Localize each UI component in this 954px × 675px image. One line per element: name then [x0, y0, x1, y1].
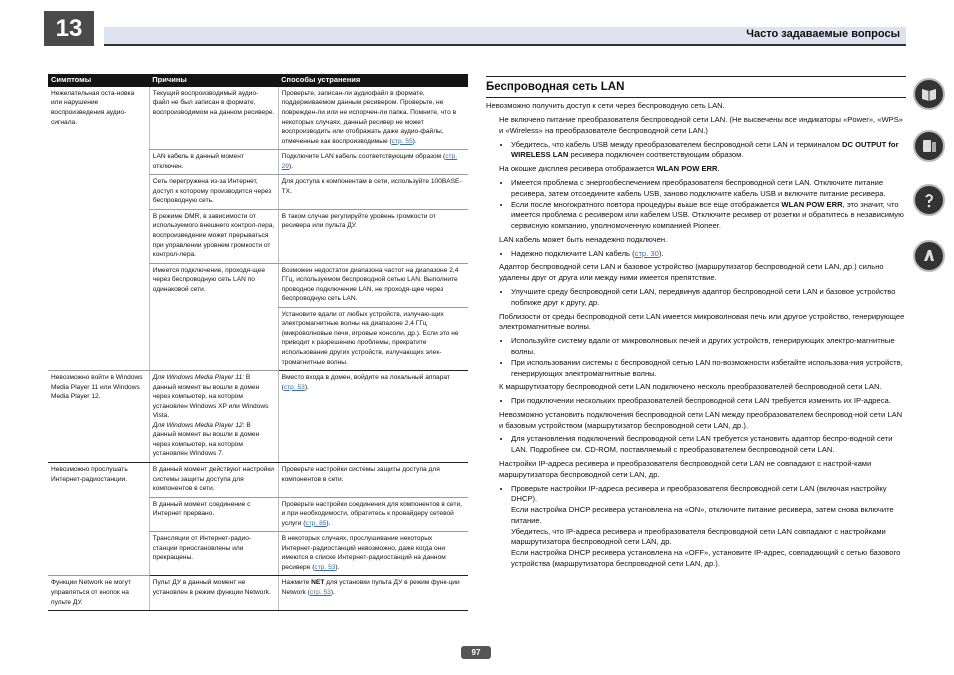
- book-icon[interactable]: [913, 78, 945, 110]
- remote-control-icon[interactable]: [913, 130, 945, 162]
- table-row: [48, 87, 468, 150]
- remedy-cell: В некоторых случаях, прослушивание некоторых Интернет-радиостанций невозможно, даже когда они имеются в списке Интернет-радиостанций на данном ресивере (стр. 53).: [278, 532, 468, 576]
- remedy-cell: Нажмите NET для установки пульта ДУ в режим функ-ции Network (стр. 53).: [278, 576, 468, 611]
- symptom-cell: Нежелательная оста-новка или нарушение воспроизведения аудио-сигнала.: [48, 87, 149, 371]
- list-item: • Имеется проблема с энергообеспечением преобразователя беспроводной сети LAN. Отключите питание ресивера, затем отсоедините кабель USB, заново подключите кабель USB и включите питание ресивера.: [511, 178, 906, 200]
- remedy-list: [499, 287, 906, 309]
- cause-cell: В режиме DMR, в зависимости от используемого внешнего контрол-лера, воспроизведение может прерываться при управлении уровнем громкости от контрол-лера.: [149, 209, 278, 263]
- remedy-cell: Проверьте настройки соединения для компонентов в сети, и при необходимости, обратитесь к провайдеру сетевой услуги (стр. 85).: [278, 497, 468, 532]
- table-row: [48, 576, 468, 611]
- cause-paragraph: Адаптор беспроводной сети LAN и базовое устройство (маршрутизатор беспроводной сети LAN, др.) сильно удалены друг от друга или между ними имеется препятствие.: [499, 262, 884, 283]
- list-item: • Если после многократного повтора процедуры выше все еще отображается WLAN POW ERR, это значит, что имеется проблема с ресивером или кабелем USB. Отключите ресивер от розетки и обратитесь в независимую сервисную компанию, уполномоченную компанией Pioneer.: [511, 200, 906, 232]
- list-item: • Для установления подключений беспроводной сети LAN требуется установить адаптор беспро-водной сети LAN. Подробнее см. CD-ROM, поставляемый с преобразователем беспроводной сети LAN.: [511, 434, 906, 456]
- remedy-cell: Возможен недостаток диапазона частот на диапазоне 2,4 ГГц, используемом беспроводной сетью LAN. Выполните проводное подключение LAN, не проходя-щее через беспроводную сеть LAN.: [278, 263, 468, 307]
- page-link[interactable]: стр. 53: [283, 383, 305, 391]
- remedy-cell: В таком случае регулируйте уровень громкости от ресивера или пульта ДУ.: [278, 209, 468, 263]
- remedy-list: [499, 249, 906, 260]
- section-title: Беспроводная сеть LAN: [486, 76, 906, 98]
- remedy-cell: Для доступа к компонентам в сети, используйте 100BASE-TX.: [278, 175, 468, 210]
- symptom-cell: Функции Network не могут управляться от кнопок на пульте ДУ.: [48, 576, 149, 611]
- list-item: • При использовании системы с беспроводной сетью LAN по-возможности избегайте использова-ния устройств, генерирующих электромагнитные волны.: [511, 358, 906, 380]
- list-item: • Убедитесь, что кабель USB между преобразователем беспроводной сети LAN и терминалом DC OUTPUT for WIRELESS LAN ресивера подключен соответствующим образом.: [511, 140, 906, 162]
- faq-table: [48, 74, 468, 611]
- remedy-cell: Вместо входа в домен, войдите на локальный аппарат (стр. 53).: [278, 371, 468, 463]
- page-title: Часто задаваемые вопросы: [746, 28, 900, 40]
- cause-cell: Сеть перегружена из-за Интернет, доступ к которому производится через беспроводную сеть.: [149, 175, 278, 210]
- page-number: 97: [461, 646, 491, 659]
- remedy-list: [499, 396, 906, 407]
- pioneer-logo-icon[interactable]: [913, 240, 945, 272]
- cause-paragraph: LAN кабель может быть ненадежно подключен.: [499, 234, 668, 244]
- header-symptoms: Симптомы: [48, 74, 149, 87]
- remedy-list: [499, 336, 906, 379]
- list-item: • Используйте систему вдали от микроволновых печей и других устройств, генерирующих электро-магнитные волны.: [511, 336, 906, 358]
- remedy-list: [499, 484, 906, 570]
- cause-cell: В данный момент действуют настройки системы защиты доступа для компонентов в сети.: [149, 463, 278, 498]
- header-bar: [104, 27, 906, 46]
- cause-cell: Имеется подключение, проходя-щее через беспроводную сеть LAN по одинаковой сети.: [149, 263, 278, 370]
- page-link[interactable]: стр. 29: [281, 153, 458, 170]
- page-link[interactable]: стр. 53: [314, 563, 336, 571]
- chapter-number: 13: [44, 11, 94, 46]
- table-row: [48, 463, 468, 498]
- cause-paragraph: Невозможно установить подключения беспроводной сети LAN между преобразователем беспровод-ной сети LAN и базовым устройством (маршрутизатор беспроводной сети LAN, др.).: [499, 409, 903, 430]
- page-link[interactable]: стр. 30: [634, 248, 659, 258]
- list-item: • Надежно подключите LAN кабель (стр. 30).: [511, 249, 906, 260]
- cause-paragraph: К маршрутизатору беспроводной сети LAN подключено несколь преобразователей беспроводной сети LAN.: [499, 382, 882, 392]
- cause-paragraph: На окошке дисплея ресивера отображается WLAN POW ERR.: [499, 164, 720, 174]
- symptom-cell: Невозможно войти в Windows Media Player 11 или Windows Media Player 12.: [48, 371, 149, 463]
- page-link[interactable]: стр. 53: [309, 589, 331, 597]
- remedy-list: [499, 434, 906, 456]
- cause-cell: Пульт ДУ в данный момент не установлен в режим функции Network.: [149, 576, 278, 611]
- cause-cell: Для Windows Media Player 11: В данный момент вы вошли в домен через компьютер, на котором установлен Windows XP или Windows Vista. Для Windows Media Player 12: В данный момент вы вошли в домен через компьютер, на котором установлен Windows 7.: [149, 371, 278, 463]
- remedy-cell: Установите вдали от любых устройств, излучаю-щих электромагнитные волны на диапазоне 2,4 ГГц (микроволновые печи, игровые консоли, др.). Если это не приводит к разрешению проблемы, прекратите использование других устройств, излучающих элек-тромагнитные волны.: [278, 307, 468, 370]
- list-item: • Проверьте настройки IP-адреса ресивера и преобразователя беспроводной сети LAN (включая настройку DHCP). Если настройка DHCP ресивера установлена на «ON», отключите питание ресивера, затем снова включите питание. Убедитесь, что IP-адреса ресивера и преобразователя беспроводной сети LAN совпадают с настройками маршрутизатора беспроводной сети LAN, др. Если настройка DHCP ресивера установлена на «OFF», установите IP-адрес, совпадающий с сетью базового устройства (маршрутизатора беспроводной сети LAN, др.).: [511, 484, 906, 570]
- table-row: [48, 371, 468, 463]
- cause-paragraph: Не включено питание преобразователя беспроводной сети LAN. (Не высвечены все индикаторы «Power», «WPS» и «Wireless» на преобразователе беспроводной сети LAN.): [499, 115, 904, 135]
- symptom-cell: Невозможно прослушать Интернет-радиостанции.: [48, 463, 149, 576]
- cause-cell: Трансляции от Интернет-радио-станции приостановлены или прекращены.: [149, 532, 278, 576]
- help-question-icon[interactable]: [913, 184, 945, 216]
- remedy-list: [499, 178, 906, 232]
- cause-paragraph: Поблизости от среды беспроводной сети LAN имеется микроволновая печь или другое устройство, генерирующее электромагнитные волны.: [499, 311, 905, 332]
- cause-cell: LAN кабель в данный момент отключен.: [149, 150, 278, 175]
- section-intro: Невозможно получить доступ к сети через беспроводную сеть LAN.: [486, 101, 725, 111]
- remedy-cell: Проверьте, записан-ли аудиофайл в формате, поддерживаемом данным ресивером. Проверьте, не поврежден-ли или не испорчен-ли папка. Помните, что в некоторых случаях, данный ресивер не может воспроизводить или отображать даже аудио-файлы, отмеченные как воспроизводимые (стр. 55).: [278, 87, 468, 150]
- cause-cell: В данный момент соединение с Интернет прервано.: [149, 497, 278, 532]
- header-remedies: Способы устранения: [278, 74, 468, 87]
- cause-paragraph: Настройки IP-адреса ресивера и преобразователя беспроводной сети LAN не совпадают с настрой-ками маршрутизатора беспроводной сети LAN, др.: [499, 458, 872, 479]
- page-link[interactable]: стр. 85: [305, 519, 327, 527]
- wireless-lan-section: [486, 76, 906, 573]
- remedy-list: [499, 140, 906, 162]
- cause-cell: Текущий воспроизводимый аудио-файл не был записан в формате, воспроизводимом на данном ресивере.: [149, 87, 278, 150]
- remedy-cell: Подключите LAN кабель соответствующим образом (стр. 29).: [278, 150, 468, 175]
- list-item: • При подключении нескольких преобразователей беспроводной сети LAN требуется изменить их IP-адреса.: [511, 396, 906, 407]
- remedy-cell: Проверьте настройки системы защиты доступа для компонентов в сети.: [278, 463, 468, 498]
- header-causes: Причины: [149, 74, 278, 87]
- table-header-row: [48, 74, 468, 87]
- list-item: • Улучшите среду беспроводной сети LAN, передвинув адаптор беспроводной сети LAN и базовое устройство поближе друг к другу, др.: [511, 287, 906, 309]
- page-link[interactable]: стр. 55: [391, 137, 413, 145]
